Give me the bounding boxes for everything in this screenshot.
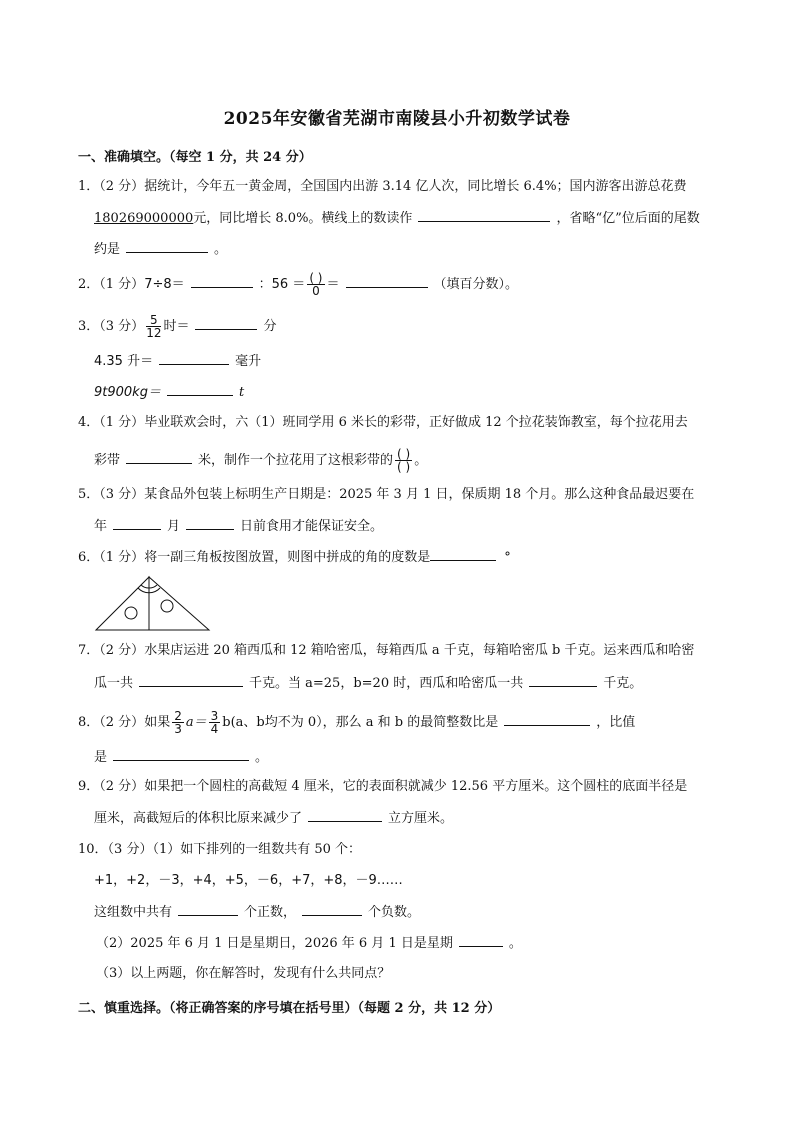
answer-blank[interactable] <box>459 934 503 947</box>
question-1-line-1 <box>78 178 720 196</box>
question-5-line-1 <box>78 486 720 504</box>
fraction-numerator: ( ) <box>309 271 323 285</box>
fraction <box>172 710 184 735</box>
answer-blank[interactable] <box>191 275 253 288</box>
question-text: 米，制作一个拉花用了这根彩带的 <box>198 453 394 468</box>
question-text: 分 <box>263 319 277 334</box>
question-7-line-1 <box>78 642 720 660</box>
question-text: 元，同比增长 8.0%。横线上的数读作 <box>193 211 413 226</box>
fraction-denominator: 0 <box>312 284 320 298</box>
question-text: 厘米，高截短后的体积比原来减少了 <box>94 811 303 826</box>
page-title: 2025年安徽省芜湖市南陵县小升初数学试卷 <box>223 109 571 129</box>
question-text: 瓜一共 <box>94 676 134 691</box>
question-3-line-2 <box>94 352 720 371</box>
question-points: （1 分） <box>99 277 145 292</box>
question-6-line-1 <box>78 548 720 567</box>
question-8-line-2 <box>94 748 720 767</box>
degree-sign: ° <box>504 550 511 565</box>
fraction-numerator: ( ) <box>397 447 411 461</box>
question-4-line-1 <box>78 414 720 432</box>
question-text: 如果把一个圆柱的高截短 4 厘米，它的表面积就减少 12.56 平方厘米。这个圆柱的底面半径是 <box>144 779 688 794</box>
fraction-numerator: 5 <box>146 314 161 327</box>
ruler-hole-left <box>125 607 137 619</box>
triangle-ruler-right <box>149 577 209 630</box>
question-text: 日前食用才能保证安全。 <box>240 519 384 534</box>
question-text: 。 <box>508 936 522 951</box>
answer-blank[interactable] <box>504 713 590 726</box>
question-text: ，比值 <box>596 715 636 730</box>
question-number: 10． <box>78 842 108 857</box>
answer-blank[interactable] <box>113 517 161 530</box>
fraction-denominator: 3 <box>174 722 182 736</box>
question-number: 9． <box>78 779 100 794</box>
ruler-hole-right <box>161 600 173 612</box>
answer-blank[interactable] <box>159 352 229 365</box>
fraction <box>209 710 221 735</box>
question-text: （3）以上两题，你在解答时，发现有什么共同点？ <box>96 966 391 981</box>
section-heading-fill-blanks: 一、准确填空。（每空 1 分，共 24 分） <box>78 150 312 165</box>
answer-blank[interactable] <box>346 275 428 288</box>
answer-blank[interactable] <box>126 451 192 464</box>
question-number: 5． <box>78 487 100 502</box>
question-3-line-1 <box>78 314 720 339</box>
question-text: 将一副三角板按图放置，则图中拼成的角的度数是 <box>144 550 431 565</box>
question-9-line-2 <box>94 809 720 828</box>
answer-blank[interactable] <box>529 674 597 687</box>
question-5-line-2 <box>94 517 720 536</box>
fraction-numerator: 3 <box>210 709 219 723</box>
question-10-line-3 <box>94 903 720 922</box>
expression: ＝ <box>326 277 340 292</box>
question-text: 彩带 <box>94 453 121 468</box>
question-8-line-1 <box>78 710 720 735</box>
question-points: （3 分） <box>99 487 145 502</box>
question-number: 1． <box>78 179 100 194</box>
question-text: 立方厘米。 <box>388 811 454 826</box>
question-3-line-3 <box>94 383 720 402</box>
question-text: 9t900kg＝ <box>94 385 161 400</box>
question-text: 这组数中共有 <box>94 905 173 920</box>
fraction <box>307 272 324 297</box>
question-text: 水果店运进 20 箱西瓜和 12 箱哈密瓜，每箱西瓜 a 千克，每箱哈密瓜 b 千克。运来西瓜和哈密 <box>144 643 695 658</box>
question-text: 个负数。 <box>368 905 421 920</box>
fraction-denominator: 4 <box>210 722 219 736</box>
expression: a＝ <box>185 715 207 730</box>
question-10-sequence <box>94 872 720 890</box>
question-text: 。 <box>414 453 428 468</box>
question-number: 4． <box>78 415 100 430</box>
question-text: （1）如下排列的一组数共有 50 个： <box>152 842 362 857</box>
question-number: 7． <box>78 643 100 658</box>
answer-blank[interactable] <box>430 548 496 561</box>
question-1-line-2 <box>94 209 720 228</box>
question-text: 。 <box>255 750 269 765</box>
question-4-line-2 <box>94 448 720 473</box>
question-text: 时＝ <box>163 319 190 334</box>
question-text: b(a、b均不为 0），那么 a 和 b 的最简整数比是 <box>222 715 499 730</box>
answer-blank[interactable] <box>178 903 238 916</box>
question-text: 。 <box>214 242 228 257</box>
question-points: （3 分） <box>107 842 153 857</box>
question-text: 据统计，今年五一黄金周，全国国内出游 3.14 亿人次，同比增长 6.4%；国内游客出游总花费 <box>144 179 687 194</box>
answer-blank[interactable] <box>418 209 550 222</box>
answer-blank[interactable] <box>167 383 233 396</box>
answer-blank[interactable] <box>186 517 234 530</box>
question-text: 如果 <box>144 715 171 730</box>
question-number: 2． <box>78 277 100 292</box>
question-number: 3． <box>78 319 100 334</box>
fraction <box>395 448 412 473</box>
question-text: 毕业联欢会时，六（1）班同学用 6 米长的彩带，正好做成 12 个拉花装饰教室，每个拉花用去 <box>144 415 688 430</box>
question-text: （2）2025 年 6 月 1 日是星期日，2026 年 6 月 1 日是星期 <box>96 936 453 951</box>
question-1-line-3 <box>94 240 720 259</box>
question-points: （1 分） <box>99 550 145 565</box>
answer-blank[interactable] <box>302 903 362 916</box>
question-10-line-5 <box>96 965 720 983</box>
question-10-line-1 <box>78 841 720 859</box>
question-2-line-1 <box>78 272 720 297</box>
question-points: （2 分） <box>99 715 145 730</box>
question-text: 千克。当 a=25，b=20 时，西瓜和哈密瓜一共 <box>249 676 524 691</box>
answer-blank[interactable] <box>195 317 257 330</box>
answer-blank[interactable] <box>126 240 208 253</box>
question-text: 年 <box>94 519 108 534</box>
question-text: t <box>238 385 245 400</box>
section-heading-multiple-choice: 二、慎重选择。（将正确答案的序号填在括号里）（每题 2 分，共 12 分） <box>78 1001 501 1016</box>
answer-blank[interactable] <box>308 809 382 822</box>
question-text: （填百分数）。 <box>433 277 519 292</box>
question-text: 千克。 <box>603 676 643 691</box>
question-text: 某食品外包装上标明生产日期是：2025 年 3 月 1 日，保质期 18 个月。那么这种食品最迟要在 <box>144 487 695 502</box>
question-text: 个正数， <box>244 905 297 920</box>
question-points: （2 分） <box>99 643 145 658</box>
question-text: 约是 <box>94 242 121 257</box>
question-text: 是 <box>94 750 108 765</box>
answer-blank[interactable] <box>113 748 249 761</box>
fraction-numerator: 2 <box>174 709 182 723</box>
answer-blank[interactable] <box>139 674 243 687</box>
question-points: （2 分） <box>99 179 145 194</box>
number-sequence: +1，+2，－3，+4，+5，－6，+7，+8，－9…… <box>94 873 403 888</box>
fraction <box>146 314 161 339</box>
question-number: 8． <box>78 715 100 730</box>
fraction-denominator: 12 <box>146 326 162 340</box>
triangle-rulers-figure <box>94 572 214 634</box>
question-points: （2 分） <box>99 779 145 794</box>
expression: 7÷8＝ <box>144 277 185 292</box>
question-text: ，省略“亿”位后面的尾数 <box>556 211 700 226</box>
question-text: 4.35 升＝ <box>94 354 154 369</box>
question-9-line-1 <box>78 778 720 796</box>
expression: ：56 ＝ <box>258 277 306 292</box>
fraction-denominator: ( ) <box>397 460 411 474</box>
question-text: 月 <box>167 519 181 534</box>
question-7-line-2 <box>94 674 720 693</box>
question-text: 毫升 <box>235 354 262 369</box>
question-10-line-4 <box>96 934 720 953</box>
question-points: （1 分） <box>99 415 145 430</box>
question-number: 6． <box>78 550 100 565</box>
question-points: （3 分） <box>99 319 145 334</box>
underlined-number: 180269000000 <box>94 211 194 226</box>
